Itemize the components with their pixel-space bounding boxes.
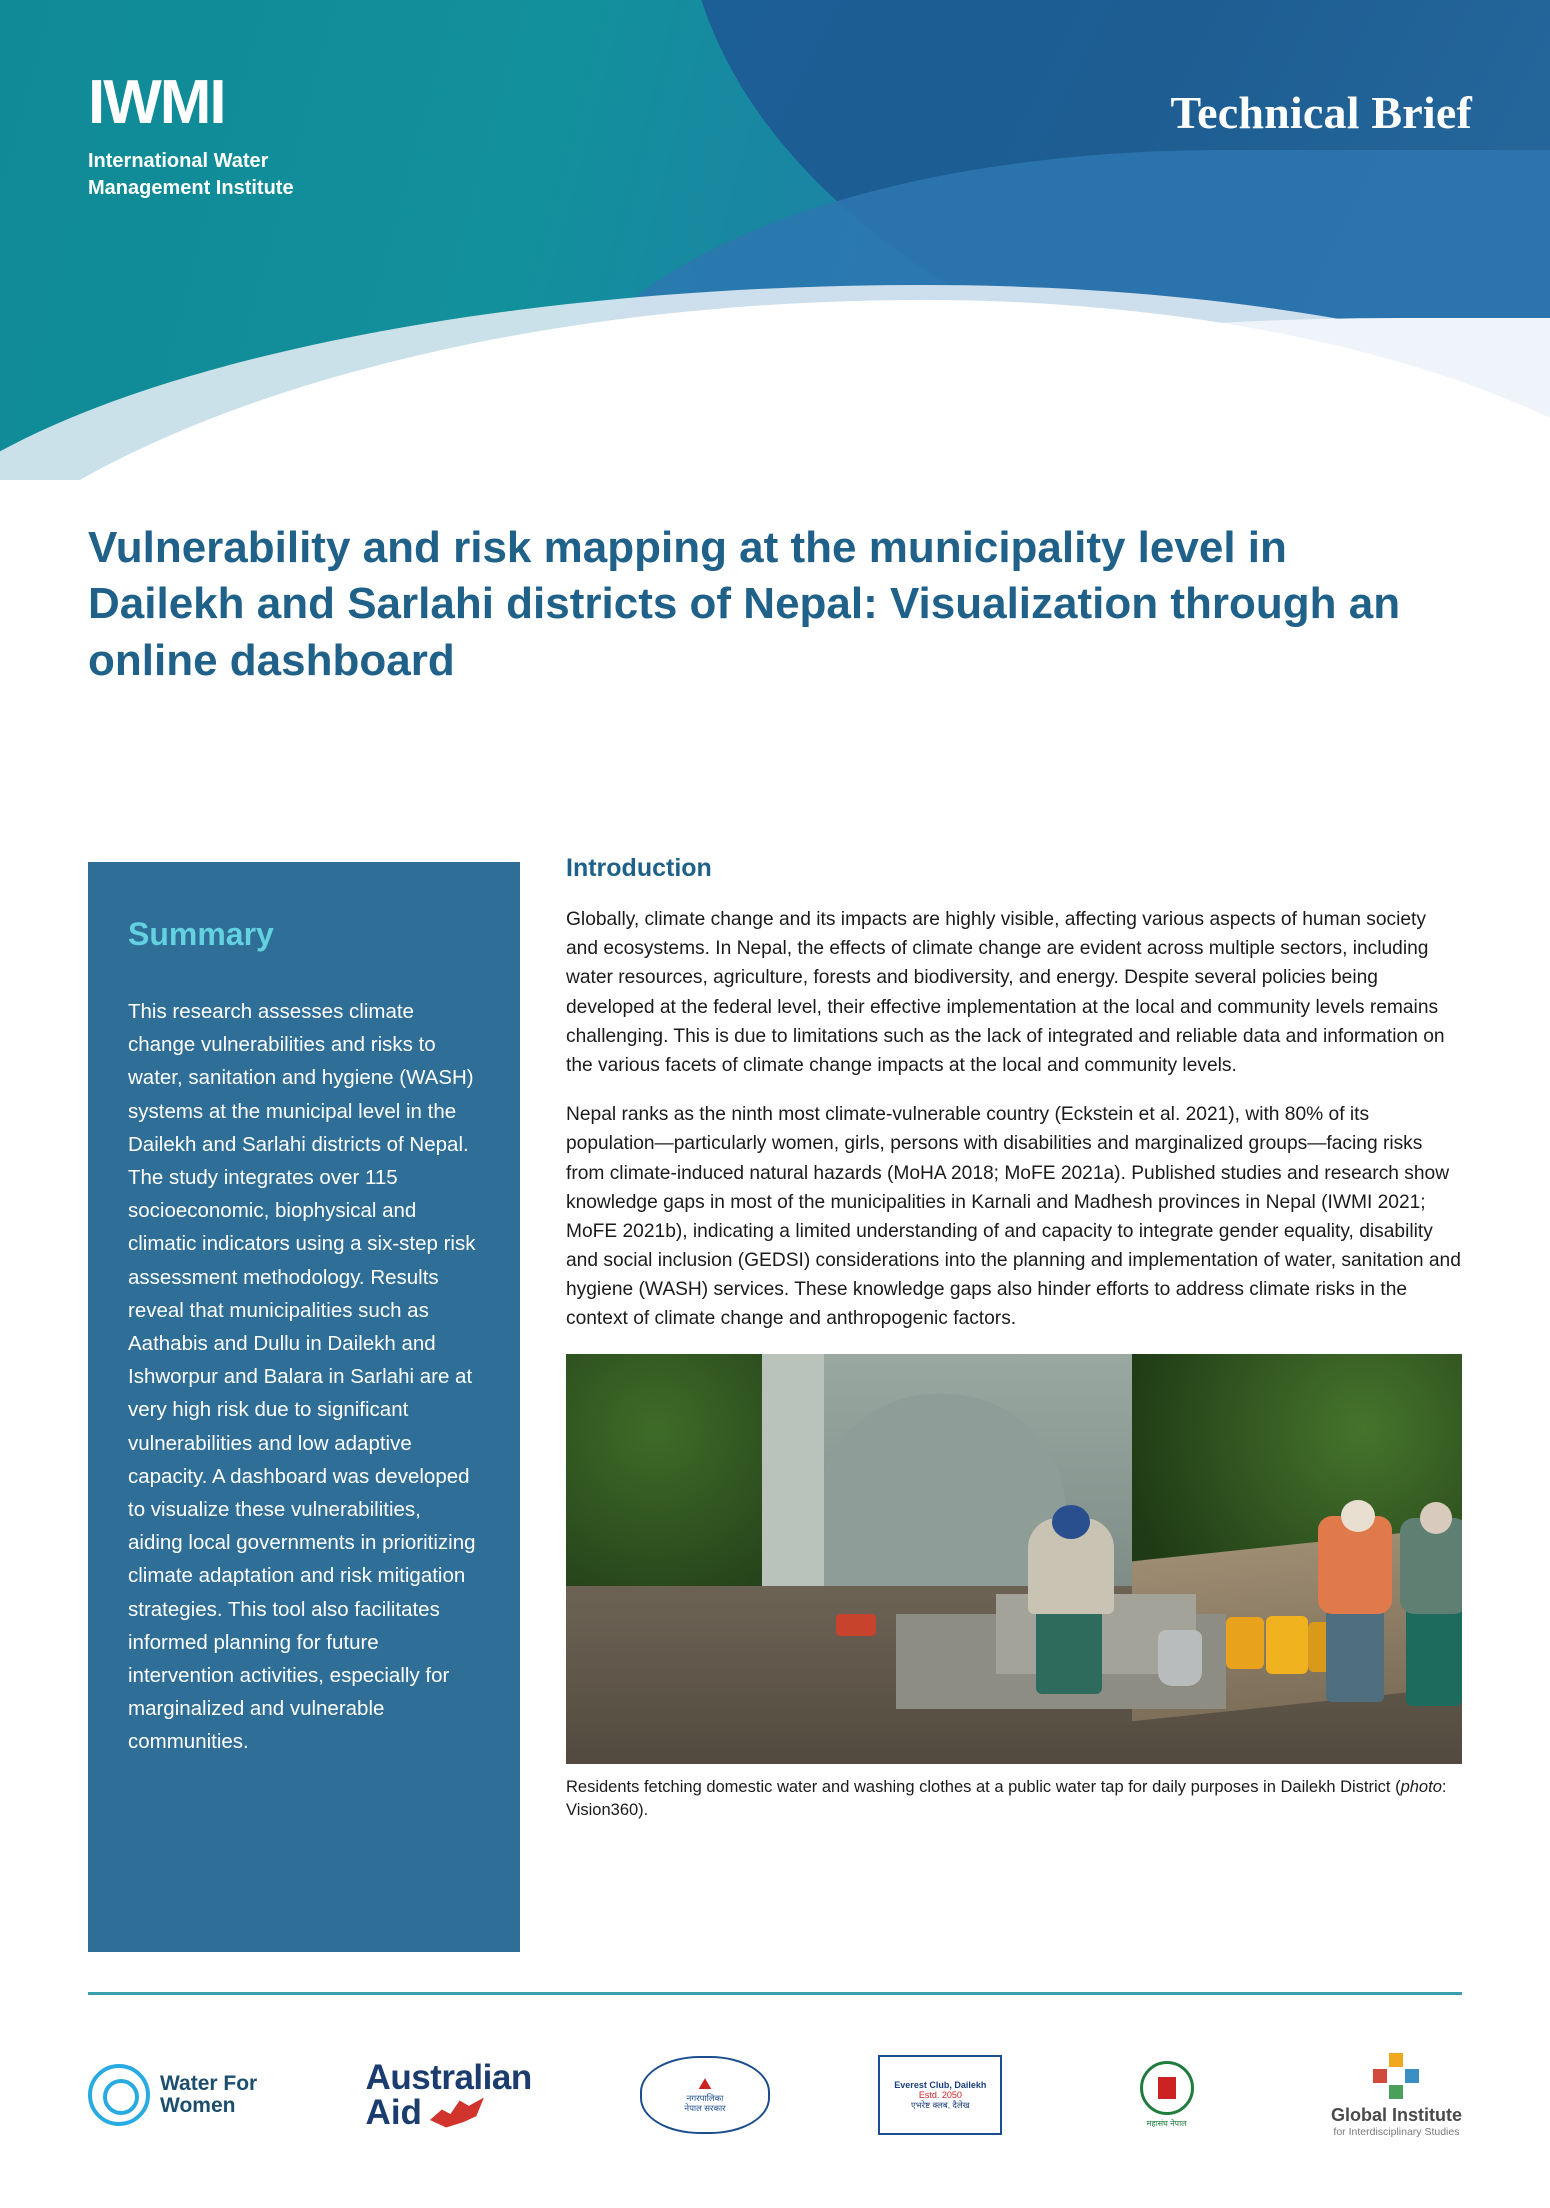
photo-person-standing-1-head (1341, 1500, 1375, 1532)
water-for-women-line2: Women (160, 2094, 236, 2117)
global-institute-icon (1373, 2053, 1419, 2099)
figure-caption-main: Residents fetching domestic water and washing clothes at a public water tap for daily purposes in Dailekh District ( (566, 1777, 1401, 1796)
iwmi-logo-subtitle-line2: Management Institute (88, 177, 294, 199)
figure-caption-photo-label: photo (1400, 1777, 1442, 1796)
water-for-women-line1: Water For (160, 2071, 258, 2095)
ngo-seal-icon (1140, 2061, 1194, 2115)
australian-aid-line1: Australian (365, 2058, 532, 2097)
photo-metal-pot (1158, 1630, 1202, 1686)
summary-panel (88, 862, 520, 1952)
figure-photo (566, 1354, 1462, 1764)
nepal-seal-line2: नेपाल सरकार (684, 2103, 726, 2113)
photo-person-standing-2-head (1420, 1502, 1452, 1534)
main-column (520, 854, 1462, 1952)
figure-caption (566, 1776, 1462, 1823)
summary-text: This research assesses climate change vulnerabilities and risks to water, sanitation and hygiene (WASH) systems at the municipal level in the Dailekh and Sarlahi districts of Nepal. The study integrates over 115 socioeconomic, biophysical and climatic indicators using a six-step risk assessment methodology. Results reveal that municipalities such as Aathabis and Dullu in Dailekh and Ishworpur and Balara in Sarlahi are at very high risk due to significant vulnerabilities and low adaptive capacity. A dashboard was developed to visualize these vulnerabilities, aiding local governments in prioritizing climate adaptation and risk mitigation strategies. This tool also facilitates informed planning for future intervention activities, especially for marginalized and vulnerable communities. (128, 1000, 476, 1754)
iwmi-logo-mark: IWMI (88, 68, 225, 137)
water-rings-icon (88, 2064, 150, 2126)
nepal-emblem-icon: ⛰ (698, 2075, 712, 2093)
photo-pillar (762, 1354, 824, 1604)
introduction-heading: Introduction (566, 854, 712, 882)
ngo-federation-line1: महासंघ नेपाल (1146, 2119, 1187, 2128)
nepal-seal-line1: नगरपालिका (686, 2092, 724, 2103)
photo-yellow-jerrycan-1 (1226, 1617, 1264, 1669)
figure-caption-end: : Vision360). (566, 1777, 1447, 1820)
logo-everest-club-dailekh (878, 2055, 1002, 2135)
footer-logos (88, 2020, 1462, 2170)
introduction-paragraph-2: Nepal ranks as the ninth most climate-vulnerable country (Eckstein et al. 2021), with 80% of its population—particularly women, girls, persons with disabilities and marginalized groups—facing risks from climate-induced natural hazards (MoHA 2018; MoFE 2021a). Published studies and research show knowledge gaps in most of the municipalities in Karnali and Madhesh provinces in Nepal (IWMI 2021; MoFE 2021b), indicating a limited understanding of and capacity to integrate gender equality, disability and social inclusion (GEDSI) considerations into the planning and implementation of water, sanitation and hygiene (WASH) services. These knowledge gaps also hinder efforts to address climate risks in the context of climate change and anthropogenic factors. (566, 1104, 1461, 1330)
kangaroo-icon (430, 2098, 484, 2128)
footer-divider (88, 1992, 1462, 1995)
logo-government-of-nepal (640, 2056, 770, 2134)
everest-club-line2: Estd. 2050 (918, 2089, 962, 2100)
figure-block (566, 1354, 1462, 1823)
photo-yellow-jerrycan-2 (1266, 1616, 1308, 1674)
logo-global-institute (1331, 2053, 1462, 2138)
page-header (0, 0, 1550, 480)
photo-red-container (836, 1614, 876, 1636)
australian-aid-line2: Aid (365, 2093, 422, 2132)
logo-australian-aid (366, 2060, 532, 2130)
logo-ngo-federation-nepal (1111, 2055, 1223, 2135)
photo-person-washing-head (1052, 1505, 1090, 1539)
iwmi-logo (88, 68, 294, 202)
content-area (88, 854, 1462, 1952)
logo-water-for-women (88, 2064, 257, 2126)
global-institute-line1: Global Institute (1330, 2104, 1462, 2125)
introduction-paragraph-1: Globally, climate change and its impacts are highly visible, affecting various aspects of human society and ecosystems. In Nepal, the effects of climate change are evident across multiple sectors, including water resources, agriculture, forests and biodiversity, and energy. Despite several policies being developed at the federal level, their effective implementation at the local and community levels remains challenging. This is due to limitations such as the lack of integrated and reliable data and information on the various facets of climate change impacts at the local and community levels. (566, 909, 1445, 1076)
iwmi-logo-subtitle-line1: International Water (88, 150, 269, 172)
global-institute-line2: for Interdisciplinary Studies (1333, 2125, 1460, 2138)
technical-brief-label: Technical Brief (1170, 87, 1472, 138)
everest-club-line3: एभरेष्ट क्लब, दैलेख (910, 2099, 970, 2110)
summary-heading: Summary (128, 916, 274, 952)
everest-club-line1: Everest Club, Dailekh (894, 2079, 987, 2090)
page-title: Vulnerability and risk mapping at the municipality level in Dailekh and Sarlahi districts of Nepal: Visualization through an online dashboard (88, 523, 1401, 685)
iwmi-logo-subtitle (88, 148, 294, 202)
